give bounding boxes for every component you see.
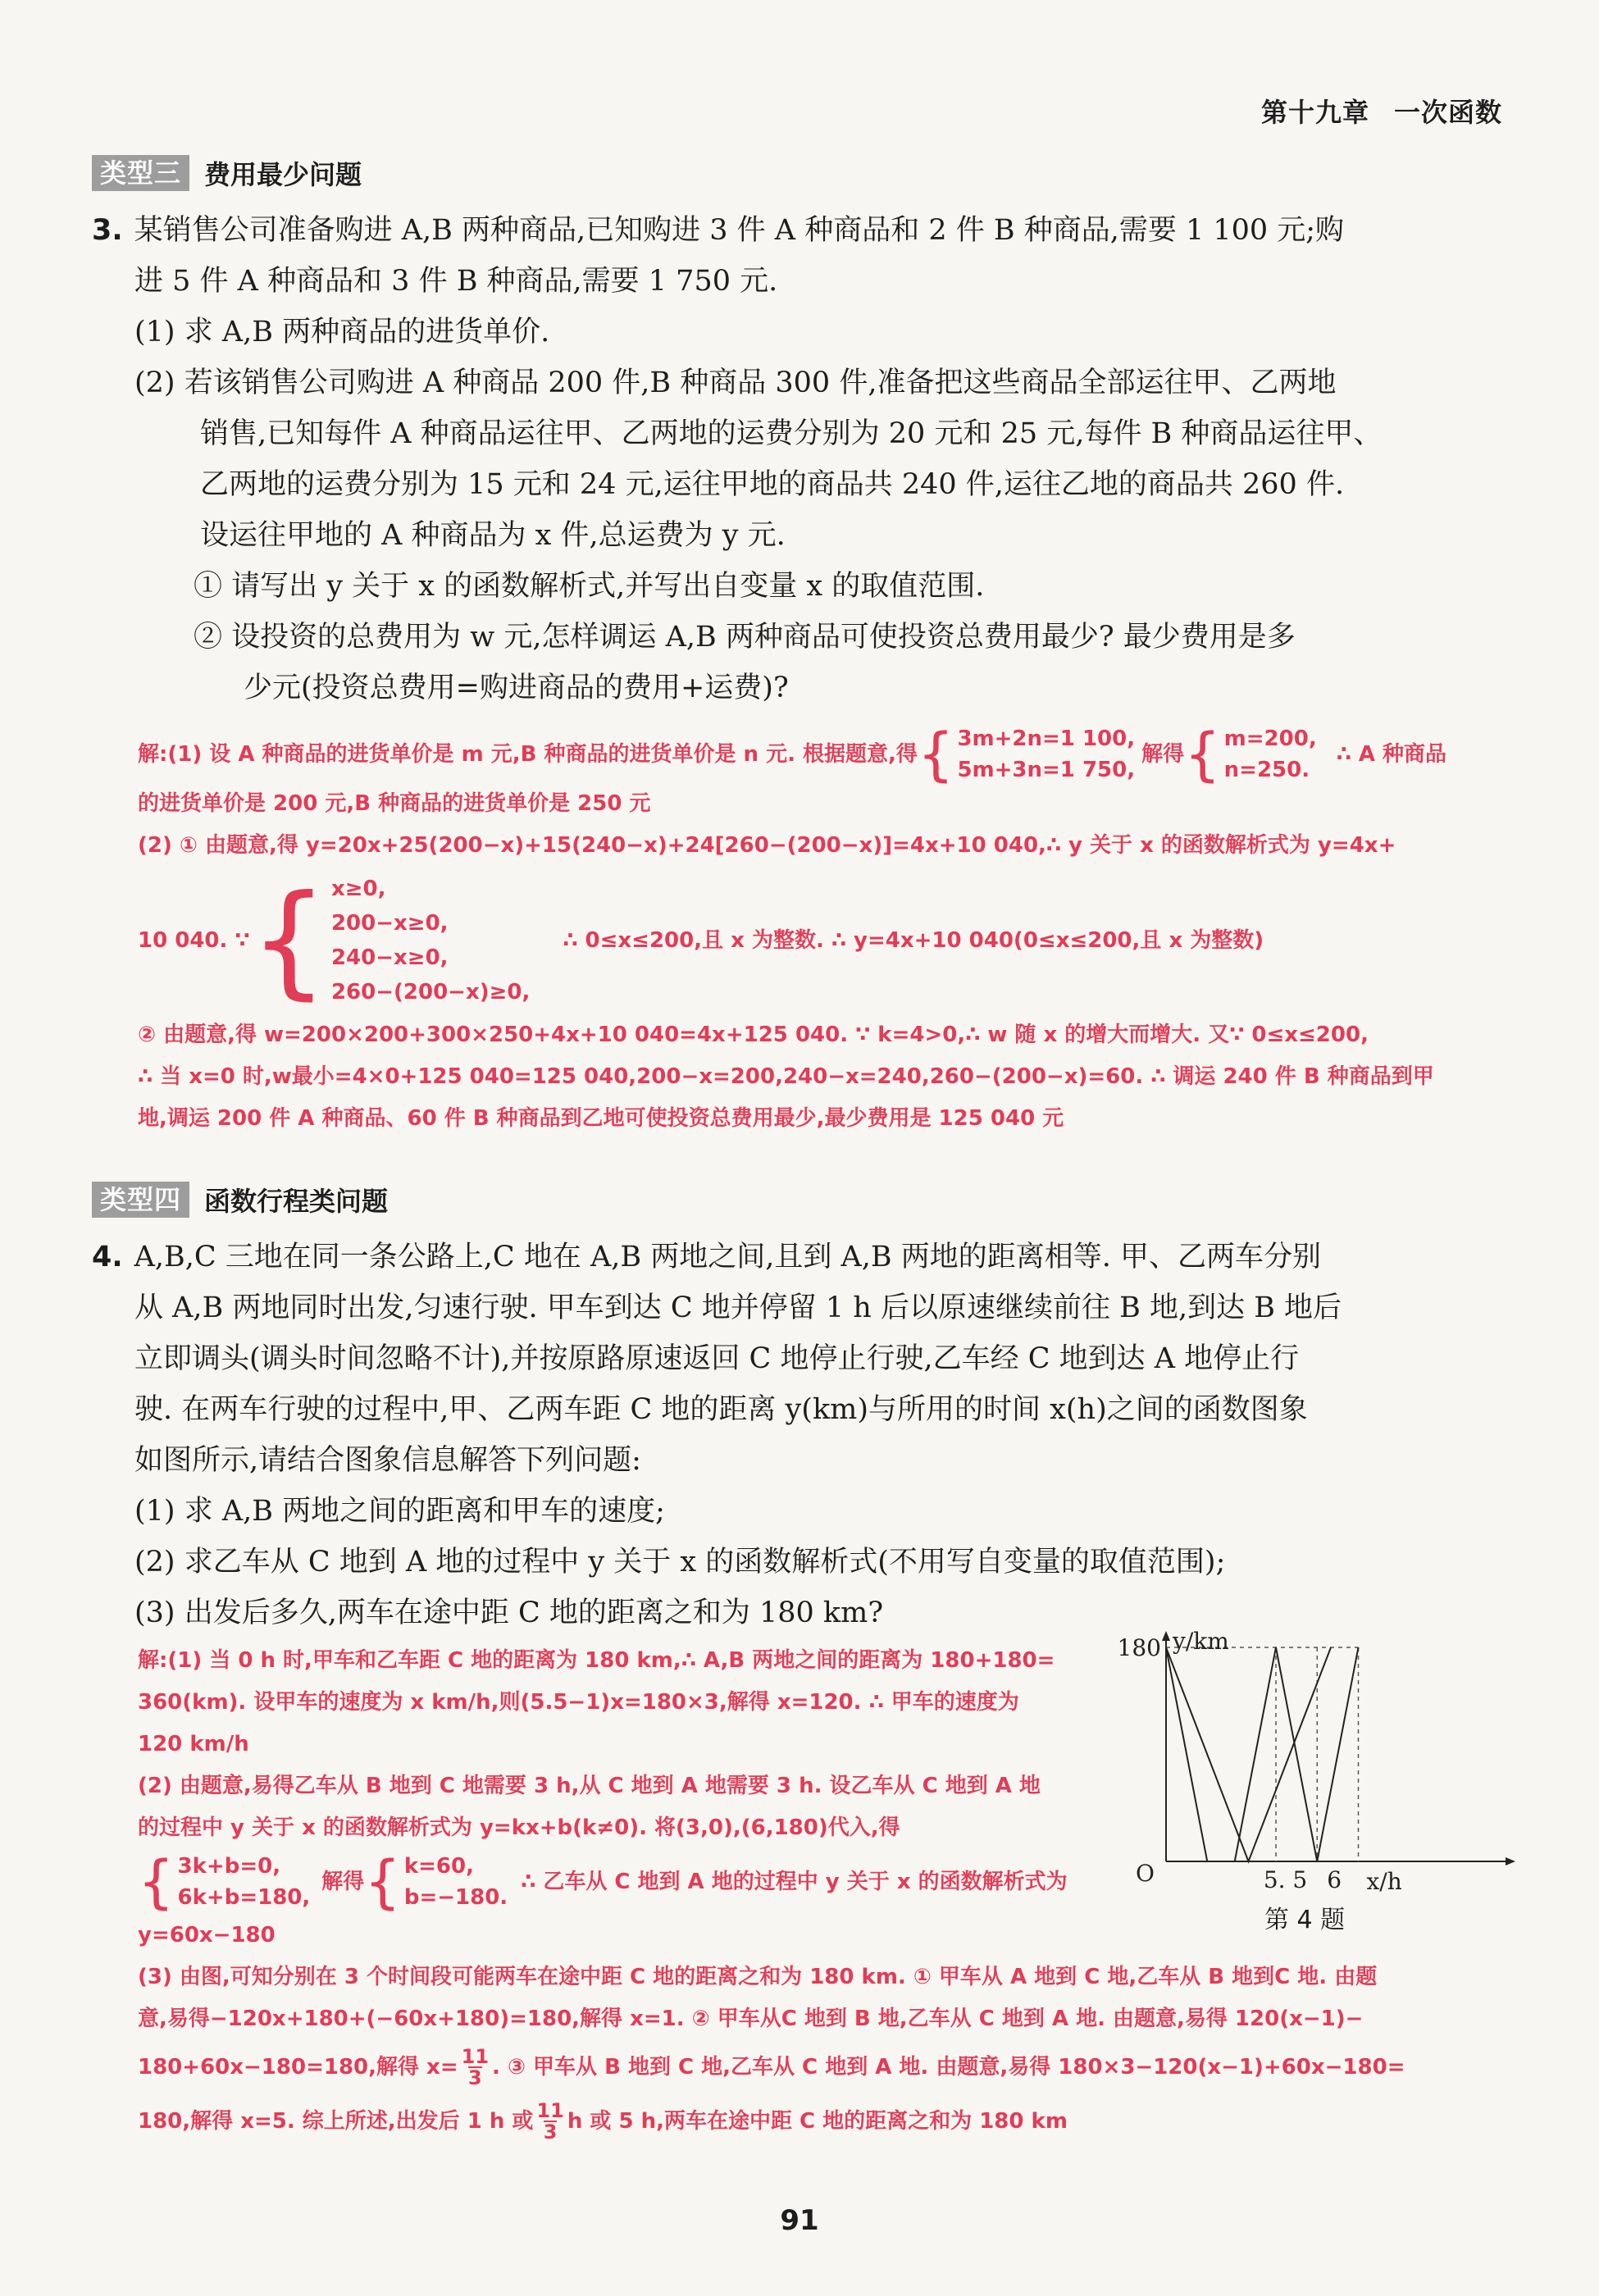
answer-text: 意,易得−120x+180+(−60x+180)=180,解得 x=1. ② 甲车从C 地到 B 地,乙车从 C 地到 A 地. 由题意,易得 120(x−1)− xyxy=(138,2007,1364,2031)
answer-text: 120 km/h xyxy=(138,1732,249,1756)
question-text: 如图所示,请结合图象信息解答下列问题: xyxy=(134,1444,641,1477)
question-text: 驶. 在两车行驶的过程中,甲、乙两车距 C 地的距离 y(km)与所用的时间 x(h)之间的函数图象 xyxy=(134,1393,1308,1426)
figure-caption: 第 4 题 xyxy=(1264,1906,1346,1934)
answer-text: ② 由题意,得 w=200×200+300×250+4x+10 040=4x+125 040. ∵ k=4>0,∴ w 随 x 的增大而增大. 又∵ 0≤x≤200, xyxy=(138,1023,1369,1047)
question-text: ① 请写出 y 关于 x 的函数解析式,并写出自变量 x 的取值范围. xyxy=(194,570,985,603)
equation: 3k+b=0, xyxy=(177,1854,281,1879)
inequality: 200−x≥0, xyxy=(330,911,449,936)
answer-text: 180+60x−180=180,解得 x= xyxy=(138,2054,458,2080)
equation-system: { 3m+2n=1 100, 5m+3n=1 750, xyxy=(917,721,1136,788)
question-number: 3. xyxy=(92,214,123,247)
inequality: x≥0, xyxy=(330,877,386,901)
answer-text: 的进货单价是 200 元,B 种商品的进货单价是 250 元 xyxy=(138,791,651,816)
page-number: 91 xyxy=(780,2204,819,2237)
question-text: (1) 求 A,B 两地之间的距离和甲车的速度; xyxy=(134,1495,665,1528)
chapter-number: 第十九章 xyxy=(1260,97,1369,128)
equation: 6k+b=180, xyxy=(177,1885,311,1910)
answer-text: y=60x−180 xyxy=(138,1923,276,1947)
running-header xyxy=(1261,92,1502,130)
answer-text: 180,解得 x=5. 综上所述,出发后 1 h 或 xyxy=(138,2108,534,2134)
question-text: 乙两地的运费分别为 15 元和 24 元,运往甲地的商品共 240 件,运往乙地的商品共 260 件. xyxy=(200,468,1345,501)
question-text: 进 5 件 A 种商品和 3 件 B 种商品,需要 1 750 元. xyxy=(134,265,778,298)
question-text: 立即调头(调头时间忽略不计),并按原路原速返回 C 地停止行驶,乙车经 C 地到达 A 地停止行 xyxy=(134,1342,1300,1375)
y-axis-arrow xyxy=(1162,1631,1170,1641)
x-axis-label: x/h xyxy=(1366,1868,1402,1895)
car-jia-line xyxy=(1166,1647,1359,1861)
question-text: 销售,已知每件 A 种商品运往甲、乙两地的运费分别为 20 元和 25 元,每件 B 种商品运往甲、 xyxy=(200,417,1383,450)
question-text: 从 A,B 两地同时出发,匀速行驶. 甲车到达 C 地并停留 1 h 后以原速继续前往 B 地,到达 B 地后 xyxy=(134,1292,1342,1324)
fraction xyxy=(462,2047,489,2088)
answer-text: ∴ A 种商品 xyxy=(1336,741,1447,767)
answer-text: 解得 xyxy=(1141,741,1185,767)
equation: n=250. xyxy=(1223,758,1310,782)
fraction-denominator: 3 xyxy=(467,2066,482,2089)
car-yi-line xyxy=(1166,1647,1331,1861)
question-text: 设运往甲地的 A 种商品为 x 件,总运费为 y 元. xyxy=(200,519,786,552)
answer-text: 地,调运 200 件 A 种商品、60 件 B 种商品到乙地可使投资总费用最少,最少费用是 125 040 元 xyxy=(138,1106,1064,1131)
answer-text: (3) 由图,可知分别在 3 个时间段可能两车在途中距 C 地的距离之和为 180 km. ① 甲车从 A 地到 C 地,乙车从 B 地到C 地. 由题 xyxy=(138,1965,1378,1989)
equation-system: { 3k+b=0, 6k+b=180, xyxy=(138,1848,311,1916)
fraction-numerator: 11 xyxy=(536,2099,564,2122)
question-number: 4. xyxy=(92,1241,123,1273)
origin-label: O xyxy=(1136,1860,1155,1887)
fraction-denominator: 3 xyxy=(543,2121,558,2143)
question-text: (1) 求 A,B 两种商品的进货单价. xyxy=(134,316,550,348)
inequality: 240−x≥0, xyxy=(330,945,449,970)
equation: b=−180. xyxy=(403,1885,508,1910)
question-text: ② 设投资的总费用为 w 元,怎样调运 A,B 两种商品可使投资总费用最少? 最少费用是多 xyxy=(194,621,1296,654)
answer-text: ∴ 当 x=0 时,w最小=4×0+125 040=125 040,200−x=200,240−x=240,260−(200−x)=60. ∴ 调运 240 件 B 种商品到甲 xyxy=(138,1064,1434,1089)
question-text: (2) 求乙车从 C 地到 A 地的过程中 y 关于 x 的函数解析式(不用写自变量的取值范围); xyxy=(134,1546,1226,1578)
fraction xyxy=(536,2101,563,2142)
y-axis-label: y/km xyxy=(1173,1628,1229,1655)
fraction-numerator: 11 xyxy=(461,2045,490,2068)
graph-svg xyxy=(1117,1628,1517,1898)
inequality: 260−(200−x)≥0, xyxy=(330,980,531,1004)
answer-text: (2) 由题意,易得乙车从 B 地到 C 地需要 3 h,从 C 地到 A 地需要 3 h. 设乙车从 C 地到 A 地 xyxy=(138,1774,1041,1798)
answer-text: (2) ① 由题意,得 y=20x+25(200−x)+15(240−x)+24[260−(200−x)]=4x+10 040,∴ y 关于 x 的函数解析式为 y=4x+ xyxy=(138,833,1396,858)
x-axis-arrow xyxy=(1506,1857,1515,1866)
section-tag: 类型四 xyxy=(92,1182,189,1218)
section-title: 费用最少问题 xyxy=(204,159,362,190)
answer-text: 的过程中 y 关于 x 的函数解析式为 y=kx+b(k≠0). 将(3,0),(6,180)代入,得 xyxy=(138,1815,900,1840)
inequality-system: { x≥0, 200−x≥0, 240−x≥0, 260−(200−x)≥0, xyxy=(249,869,531,1012)
answer-text: 解:(1) 当 0 h 时,甲车和乙车距 C 地的距离为 180 km,∴ A,B 两地之间的距离为 180+180= xyxy=(138,1648,1055,1673)
answer-text: . ③ 甲车从 B 地到 C 地,乙车从 C 地到 A 地. 由题意,易得 180×3−120(x−1)+60x−180= xyxy=(492,2054,1405,2080)
question-text: 某销售公司准备购进 A,B 两种商品,已知购进 3 件 A 种商品和 2 件 B 种商品,需要 1 100 元;购 xyxy=(134,214,1345,247)
answer-text: 10 040. ∵ xyxy=(138,927,250,953)
answer-text: 解得 xyxy=(321,1869,365,1894)
equation: 5m+3n=1 750, xyxy=(957,758,1136,782)
equation: m=200, xyxy=(1223,727,1317,751)
section-title: 函数行程类问题 xyxy=(204,1186,389,1217)
x-tick-label: 6 xyxy=(1327,1866,1342,1893)
y-tick-label: 180 xyxy=(1117,1634,1161,1661)
equation-system: { k=60, b=−180. xyxy=(364,1848,508,1916)
question-4 xyxy=(92,1232,1506,1638)
section-tag: 类型三 xyxy=(92,155,189,191)
answer-text: ∴ 0≤x≤200,且 x 为整数. ∴ y=4x+10 040(0≤x≤200,且 x 为整数) xyxy=(563,927,1264,953)
question-text: A,B,C 三地在同一条公路上,C 地在 A,B 两地之间,且到 A,B 两地的距离相等. 甲、乙两车分别 xyxy=(134,1241,1321,1273)
answer-text: ∴ 乙车从 C 地到 A 地的过程中 y 关于 x 的函数解析式为 xyxy=(521,1869,1068,1894)
answer-text: 解:(1) 设 A 种商品的进货单价是 m 元,B 种商品的进货单价是 n 元. 根据题意,得 xyxy=(138,741,918,767)
question-3 xyxy=(92,205,1506,713)
section-heading-3 xyxy=(92,154,362,192)
equation: 3m+2n=1 100, xyxy=(957,727,1136,751)
answer-3 xyxy=(138,721,1447,1140)
question-text: (2) 若该销售公司购进 A 种商品 200 件,B 种商品 300 件,准备把这些商品全部运往甲、乙两地 xyxy=(134,367,1337,399)
equation: k=60, xyxy=(403,1854,474,1879)
answer-text: 360(km). 设甲车的速度为 x km/h,则(5.5−1)x=180×3,解得 x=120. ∴ 甲车的速度为 xyxy=(138,1690,1019,1715)
x-tick-label: 5. 5 xyxy=(1263,1866,1308,1893)
section-heading-4 xyxy=(92,1181,388,1219)
question-text: 少元(投资总费用=购进商品的费用+运费)? xyxy=(244,672,789,704)
equation-system: { m=200, n=250. xyxy=(1184,721,1317,788)
question-text: (3) 出发后多久,两车在途中距 C 地的距离之和为 180 km? xyxy=(134,1597,884,1629)
chapter-title: 一次函数 xyxy=(1393,97,1502,128)
answer-text: h 或 5 h,两车在途中距 C 地的距离之和为 180 km xyxy=(567,2108,1068,2134)
